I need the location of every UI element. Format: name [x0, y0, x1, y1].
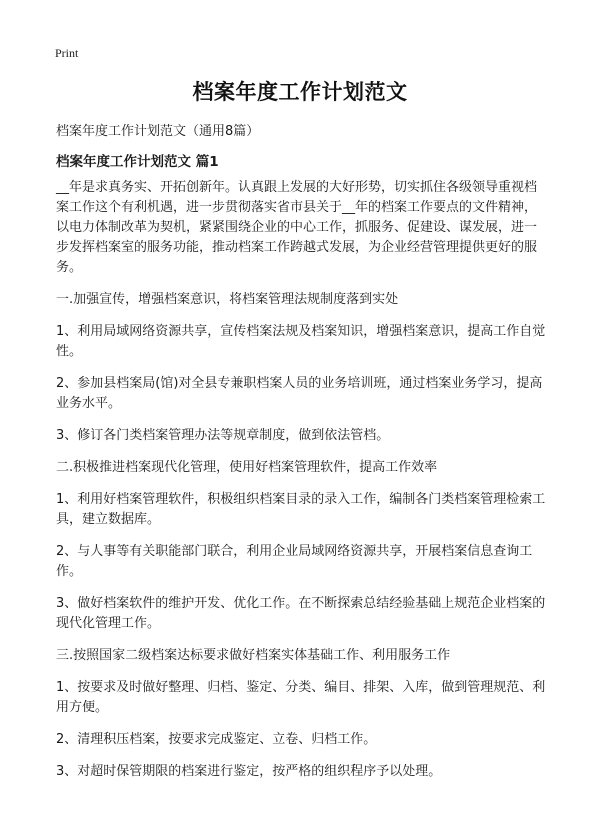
page-title: 档案年度工作计划范文	[192, 80, 408, 104]
section-heading-1: 一.加强宣传，增强档案意识，将档案管理法规制度落到实处	[56, 292, 399, 307]
list-item: 3、做好档案软件的维护开发、优化工作。在不断探索总结经验基础上规范企业档案的现代化管理工作。	[56, 596, 546, 631]
list-item: 1、利用局域网络资源共享，宣传档案法规及档案知识，增强档案意识，提高工作自觉性。	[56, 324, 546, 359]
document-subtitle: 档案年度工作计划范文（通用8篇）	[56, 124, 260, 139]
section-heading-2: 二.积极推进档案现代化管理，使用好档案管理软件，提高工作效率	[56, 460, 438, 475]
article-body	[56, 178, 546, 794]
section-heading: 档案年度工作计划范文 篇1	[56, 154, 219, 170]
list-item: 2、清理积压档案，按要求完成鉴定、立卷、归档工作。	[56, 732, 377, 747]
intro-paragraph: __年是求真务实、开拓创新年。认真跟上发展的大好形势，切实抓住各级领导重视档案工作这个有利机遇，进一步贯彻落实省市县关于__年的档案工作要点的文件精神，以电力体制改革为契机，紧紧围绕企业的中心工作，抓服务、促建设、谋发展，进一步发挥档案室的服务功能，推动档案工作跨越式发展，为企业经营管理提供更好的服务。	[56, 180, 538, 275]
section-heading-3: 三.按照国家二级档案达标要求做好档案实体基础工作、利用服务工作	[56, 648, 451, 663]
list-item: 3、修订各门类档案管理办法等规章制度，做到依法管档。	[56, 428, 390, 443]
list-item: 1、利用好档案管理软件，积极组织档案目录的录入工作，编制各门类档案管理检索工具，建立数据库。	[56, 492, 546, 527]
print-label: Print	[55, 46, 79, 60]
list-item: 3、对超时保管期限的档案进行鉴定，按严格的组织程序予以处理。	[56, 764, 442, 779]
list-item: 1、按要求及时做好整理、归档、鉴定、分类、编目、排架、入库，做到管理规范、利用方便。	[56, 680, 546, 715]
list-item: 2、与人事等有关职能部门联合，利用企业局域网络资源共享，开展档案信息查询工作。	[56, 544, 533, 579]
list-item: 2、参加县档案局(馆)对全县专兼职档案人员的业务培训班，通过档案业务学习，提高业务水平。	[56, 376, 543, 411]
